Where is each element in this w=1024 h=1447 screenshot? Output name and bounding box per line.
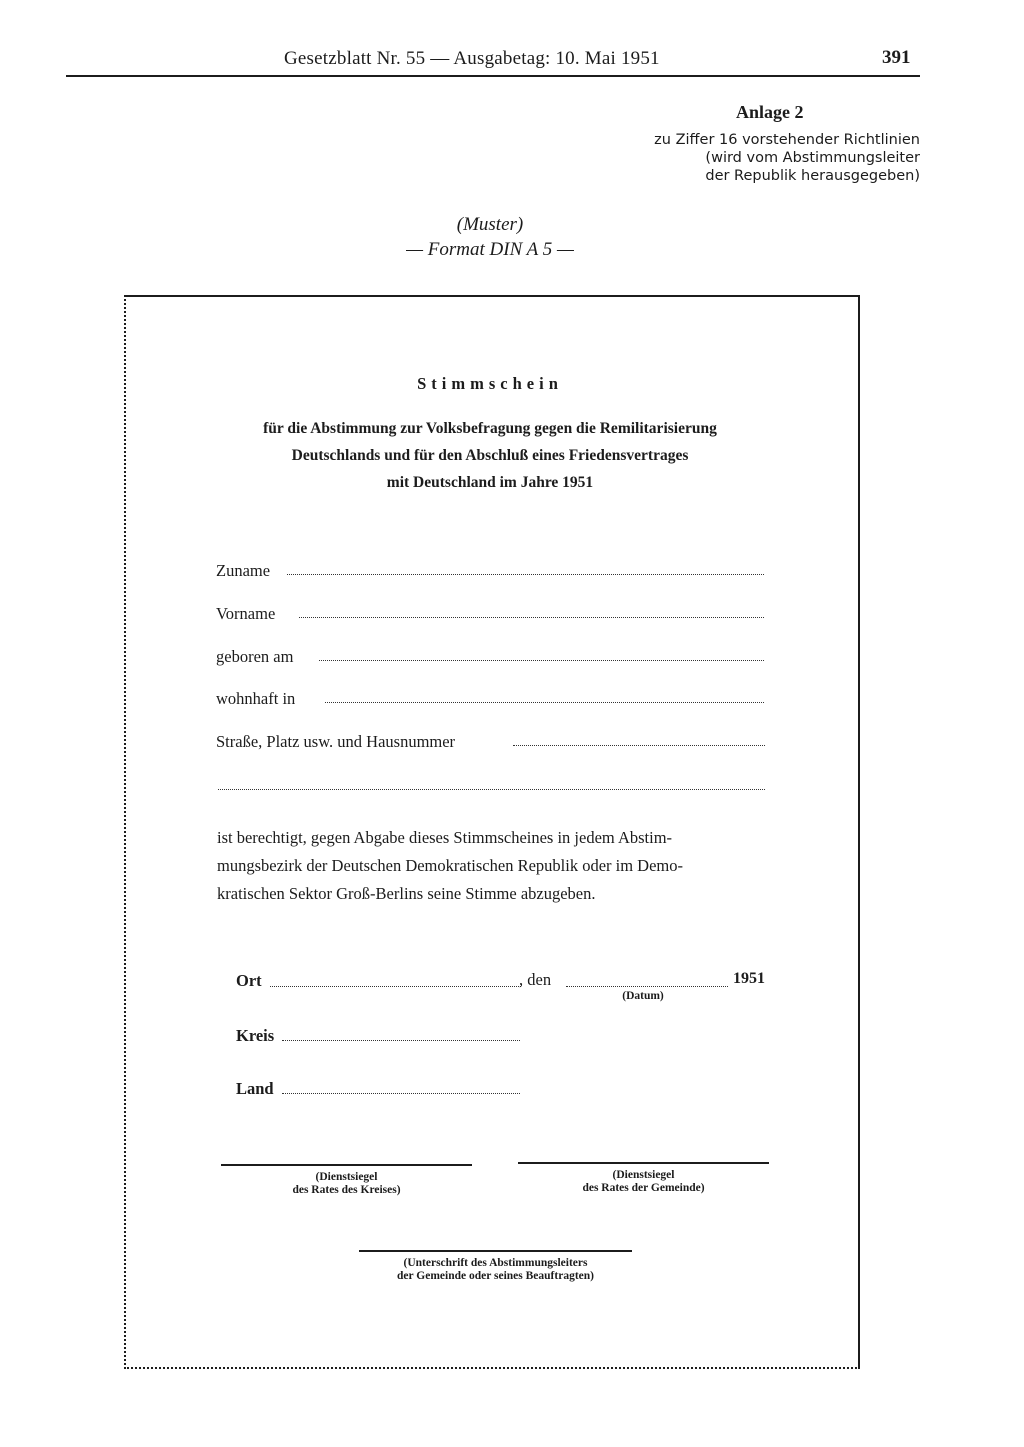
surname-field[interactable] [287,574,764,575]
surname-label: Zuname [216,561,271,580]
municipal-seal-caption [518,1169,769,1195]
annex-note [620,131,920,185]
annex-note-line: (wird vom Abstimmungsleiter [705,150,920,166]
date-caption: (Datum) [622,990,664,1002]
district-seal-caption [221,1171,472,1197]
state-label: Land [236,1079,274,1098]
entitlement-text-line: ist berechtigt, gegen Abgabe dieses Stimmscheines in jedem Abstim- [217,828,673,847]
specimen-heading [300,212,680,262]
state-field[interactable] [282,1093,520,1094]
district-seal-caption-line: des Rates des Kreises) [292,1184,401,1196]
annex-note-line: der Republik herausgegeben) [705,168,920,184]
date-field[interactable] [566,986,728,987]
municipal-seal-line [518,1162,769,1164]
page-number: 391 [882,47,911,68]
place-field[interactable] [270,986,521,987]
residence-field[interactable] [325,702,764,703]
signature-line [359,1250,632,1252]
municipal-seal-caption-line: (Dienstsiegel [612,1169,675,1181]
first-name-field[interactable] [299,617,764,618]
specimen-format: — Format DIN A 5 — [406,239,574,260]
born-on-label: geboren am [216,647,294,666]
header-rule [66,75,920,77]
gazette-header-title: Gesetzblatt Nr. 55 — Ausgabetag: 10. Mai 1951 [284,48,660,69]
form-subtitle [190,415,790,496]
district-seal-line [221,1164,472,1166]
specimen-label: (Muster) [456,214,524,235]
municipal-seal-caption-line: des Rates der Gemeinde) [582,1182,705,1194]
annex-title: Anlage 2 [736,102,804,122]
signature-caption [340,1257,651,1283]
street-field[interactable] [513,745,765,746]
signature-caption-line: (Unterschrift des Abstimmungsleiters [403,1257,588,1269]
residence-label: wohnhaft in [216,689,296,708]
address-continuation-field[interactable] [218,789,765,790]
form-subtitle-line: mit Deutschland im Jahre 1951 [386,474,594,491]
district-seal-caption-line: (Dienstsiegel [315,1171,378,1183]
annex-note-line: zu Ziffer 16 vorstehender Richtlinien [654,132,920,148]
form-subtitle-line: Deutschlands und für den Abschluß eines Friedensvertrages [291,447,689,464]
form-title: Stimmschein [417,374,563,393]
street-label: Straße, Platz usw. und Hausnummer [216,732,456,751]
place-label: Ort [236,971,262,990]
form-subtitle-line: für die Abstimmung zur Volksbefragung gegen die Remilitarisierung [263,420,717,437]
entitlement-text-line: kratischen Sektor Groß-Berlins seine Stimme abzugeben. [217,884,596,903]
first-name-label: Vorname [216,604,276,623]
district-label: Kreis [236,1026,275,1045]
year-label: 1951 [733,970,765,987]
entitlement-text-line: mungsbezirk der Deutschen Demokratischen Republik oder im Demo- [217,856,683,875]
date-prefix-label: , den [519,970,552,989]
entitlement-text [217,824,777,908]
born-on-field[interactable] [319,660,764,661]
signature-caption-line: der Gemeinde oder seines Beauftragten) [397,1270,594,1282]
district-field[interactable] [282,1040,520,1041]
